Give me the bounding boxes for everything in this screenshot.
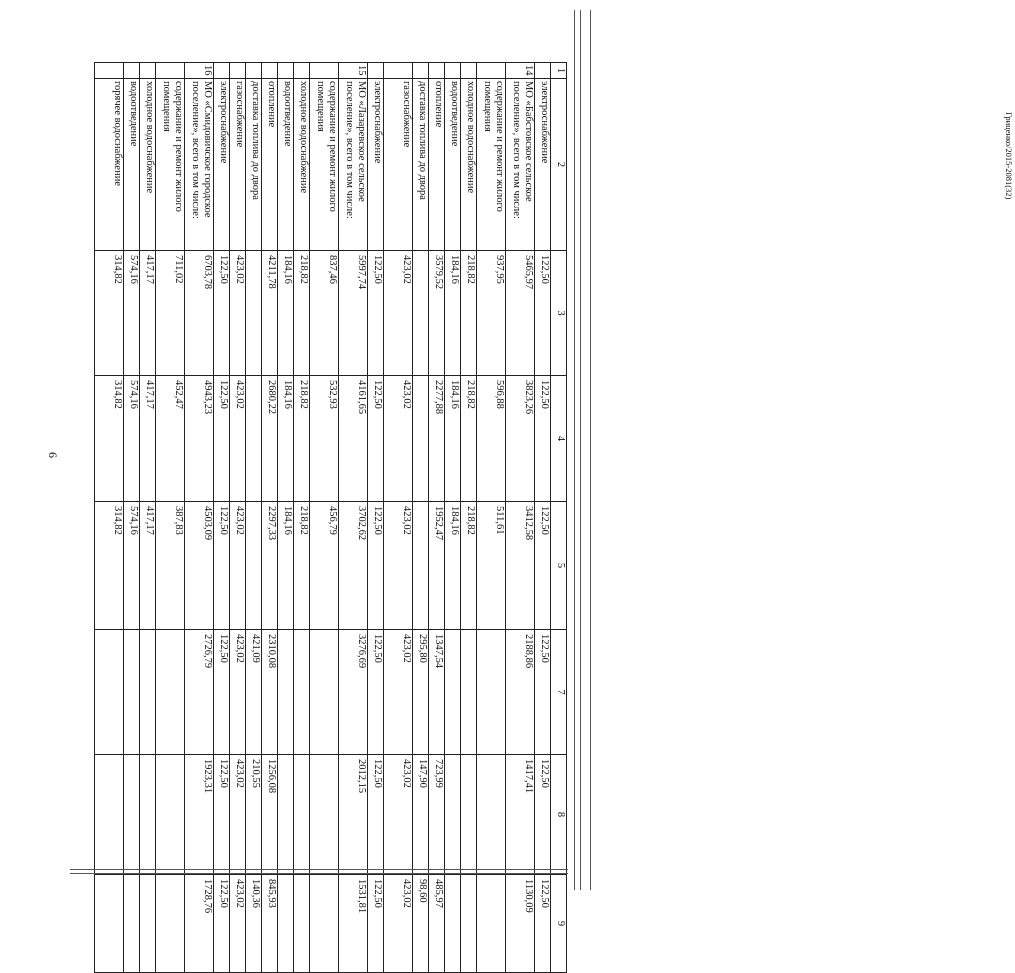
- cell-c9: [156, 875, 185, 973]
- cell-c7: 2726,79: [185, 630, 214, 755]
- cell-c4: [413, 376, 429, 502]
- table-row: [445, 63, 461, 973]
- cell-c3: [246, 251, 262, 376]
- cell-name: содержание и ремонт жилого помещения: [310, 79, 339, 251]
- cell-c5: 417,17: [140, 502, 156, 630]
- cell-c3: 122,50: [368, 251, 384, 376]
- cell-name: газоснабжение: [384, 79, 413, 251]
- cell-c4: 4161,65: [339, 376, 368, 502]
- right-rule-3: [590, 10, 591, 890]
- cell-c5: 456,79: [310, 502, 339, 630]
- cell-num: [461, 63, 477, 79]
- cell-num: [140, 63, 156, 79]
- cell-num: [384, 63, 413, 79]
- cell-num: 16: [185, 63, 214, 79]
- cell-num: 15: [339, 63, 368, 79]
- cell-c4: 314,82: [95, 376, 124, 502]
- cell-c8: [156, 755, 185, 875]
- cell-num: [124, 63, 140, 79]
- cell-c3: 3579,52: [429, 251, 445, 376]
- cell-c5: 3412,58: [506, 502, 535, 630]
- table-row: [262, 63, 278, 973]
- cell-num: [95, 63, 124, 79]
- cell-c4: 417,17: [140, 376, 156, 502]
- cell-c7: 122,50: [214, 630, 230, 755]
- cell-c5: 3702,62: [339, 502, 368, 630]
- cell-num: [230, 63, 246, 79]
- cell-name: МО «Лазаревское сельское поселение», всего в том числе:: [339, 79, 368, 251]
- cell-name: газоснабжение: [230, 79, 246, 251]
- cell-num: 14: [506, 63, 535, 79]
- cell-name: содержание и ремонт жилого помещения: [477, 79, 506, 251]
- cell-num: [413, 63, 429, 79]
- cell-c9: [124, 875, 140, 973]
- cell-c7: [310, 630, 339, 755]
- cell-c7: 122,50: [535, 630, 551, 755]
- cell-c5: 218,82: [294, 502, 310, 630]
- cell-c3: 423,02: [384, 251, 413, 376]
- header-cell-c3: 3: [551, 251, 567, 376]
- cell-c5: 387,83: [156, 502, 185, 630]
- cell-name: отопление: [429, 79, 445, 251]
- cell-c9: [310, 875, 339, 973]
- cell-c8: 2012,15: [339, 755, 368, 875]
- cell-c3: 6703,78: [185, 251, 214, 376]
- cell-c4: 184,16: [278, 376, 294, 502]
- cell-name: электроснабжение: [214, 79, 230, 251]
- cell-c9: 1531,81: [339, 875, 368, 973]
- table-row: [535, 63, 551, 973]
- cell-c9: 423,02: [384, 875, 413, 973]
- cell-c9: [294, 875, 310, 973]
- header-row: [551, 63, 567, 973]
- cell-c4: 452,47: [156, 376, 185, 502]
- cell-c5: 122,50: [368, 502, 384, 630]
- cell-c4: 122,50: [368, 376, 384, 502]
- cell-c8: 122,50: [214, 755, 230, 875]
- table-row: [278, 63, 294, 973]
- cell-name: холодное водоснабжение: [461, 79, 477, 251]
- cell-c4: 184,16: [445, 376, 461, 502]
- cell-c4: 423,02: [230, 376, 246, 502]
- cell-c4: 4943,23: [185, 376, 214, 502]
- cell-c8: [95, 755, 124, 875]
- cell-c3: 423,02: [230, 251, 246, 376]
- tariff-table: [94, 62, 567, 973]
- cell-name: электроснабжение: [535, 79, 551, 251]
- cell-c4: [246, 376, 262, 502]
- page-number: 6: [46, 452, 60, 458]
- cell-c9: [95, 875, 124, 973]
- cell-c8: 1417,41: [506, 755, 535, 875]
- cell-num: [429, 63, 445, 79]
- cell-c3: 574,16: [124, 251, 140, 376]
- cell-c8: [294, 755, 310, 875]
- cell-c7: [156, 630, 185, 755]
- cell-c8: [140, 755, 156, 875]
- cell-c4: 2277,88: [429, 376, 445, 502]
- header-cell-c8: 8: [551, 755, 567, 875]
- cell-name: водоотведение: [278, 79, 294, 251]
- right-rule-2: [580, 10, 581, 890]
- cell-num: [156, 63, 185, 79]
- cell-num: [262, 63, 278, 79]
- cell-c3: 417,17: [140, 251, 156, 376]
- cell-name: горячее водоснабжение: [95, 79, 124, 251]
- cell-c9: [477, 875, 506, 973]
- cell-c8: 423,02: [384, 755, 413, 875]
- cell-c8: 210,55: [246, 755, 262, 875]
- cell-c8: [124, 755, 140, 875]
- cell-c4: 218,82: [461, 376, 477, 502]
- document-id: Гриценко/2015-2081(32): [1004, 112, 1014, 200]
- cell-c8: 122,50: [368, 755, 384, 875]
- cell-c7: 295,80: [413, 630, 429, 755]
- cell-c9: 423,02: [230, 875, 246, 973]
- cell-c9: 1728,76: [185, 875, 214, 973]
- cell-c4: 122,50: [214, 376, 230, 502]
- cell-c8: 1256,08: [262, 755, 278, 875]
- header-cell-num: 1: [551, 63, 567, 79]
- table-row: [461, 63, 477, 973]
- cell-c5: 1952,47: [429, 502, 445, 630]
- table-row: [384, 63, 413, 973]
- cell-c5: 122,50: [535, 502, 551, 630]
- cell-c3: 711,02: [156, 251, 185, 376]
- cell-c8: [477, 755, 506, 875]
- table-row: [294, 63, 310, 973]
- table-row: [95, 63, 124, 973]
- cell-c4: 423,02: [384, 376, 413, 502]
- cell-c4: 574,16: [124, 376, 140, 502]
- table-row: [477, 63, 506, 973]
- cell-c5: 423,02: [230, 502, 246, 630]
- cell-c5: 2297,33: [262, 502, 278, 630]
- cell-c7: [461, 630, 477, 755]
- cell-c7: 2188,86: [506, 630, 535, 755]
- cell-c5: 423,02: [384, 502, 413, 630]
- table-row: [246, 63, 262, 973]
- cell-c3: 314,82: [95, 251, 124, 376]
- cell-name: холодное водоснабжение: [294, 79, 310, 251]
- cell-c8: [278, 755, 294, 875]
- cell-c3: 184,16: [445, 251, 461, 376]
- table-row: [506, 63, 535, 973]
- cell-c7: 3276,69: [339, 630, 368, 755]
- table-row: [140, 63, 156, 973]
- cell-c7: [140, 630, 156, 755]
- cell-c9: 1130,09: [506, 875, 535, 973]
- cell-c9: 122,50: [214, 875, 230, 973]
- cell-c5: [246, 502, 262, 630]
- cell-c8: 122,50: [535, 755, 551, 875]
- table-row: [230, 63, 246, 973]
- cell-c5: 184,16: [445, 502, 461, 630]
- cell-c4: 122,50: [535, 376, 551, 502]
- cell-c9: 140,36: [246, 875, 262, 973]
- cell-c9: 122,50: [535, 875, 551, 973]
- table-row: [156, 63, 185, 973]
- cell-c7: 1347,54: [429, 630, 445, 755]
- table-row: [368, 63, 384, 973]
- cell-c7: 423,02: [230, 630, 246, 755]
- cell-c3: 837,46: [310, 251, 339, 376]
- cell-c3: 5465,97: [506, 251, 535, 376]
- table-row: [214, 63, 230, 973]
- cell-c9: [445, 875, 461, 973]
- cell-num: [477, 63, 506, 79]
- bottom-rule-2: [70, 873, 568, 874]
- cell-name: электроснабжение: [368, 79, 384, 251]
- cell-c7: [95, 630, 124, 755]
- cell-c5: 218,82: [461, 502, 477, 630]
- cell-name: водоотведение: [124, 79, 140, 251]
- cell-c4: 2680,22: [262, 376, 278, 502]
- cell-num: [214, 63, 230, 79]
- header-cell-c7: 7: [551, 630, 567, 755]
- cell-c5: 574,16: [124, 502, 140, 630]
- cell-c8: [445, 755, 461, 875]
- cell-c8: [310, 755, 339, 875]
- cell-c7: [278, 630, 294, 755]
- cell-name: отопление: [262, 79, 278, 251]
- cell-name: доставка топлива до двора: [246, 79, 262, 251]
- cell-name: холодное водоснабжение: [140, 79, 156, 251]
- cell-c5: 314,82: [95, 502, 124, 630]
- cell-c9: 485,97: [429, 875, 445, 973]
- rotated-table-area: [107, 62, 567, 927]
- cell-num: [310, 63, 339, 79]
- cell-c4: 3823,26: [506, 376, 535, 502]
- cell-c7: [124, 630, 140, 755]
- cell-c3: 122,50: [214, 251, 230, 376]
- cell-c9: [461, 875, 477, 973]
- cell-name: содержание и ремонт жилого помещения: [156, 79, 185, 251]
- cell-c7: [294, 630, 310, 755]
- bottom-rule-1: [70, 869, 568, 870]
- cell-c9: [140, 875, 156, 973]
- cell-c3: 184,16: [278, 251, 294, 376]
- cell-name: доставка топлива до двора: [413, 79, 429, 251]
- cell-c9: 122,50: [368, 875, 384, 973]
- cell-num: [368, 63, 384, 79]
- cell-c8: 423,02: [230, 755, 246, 875]
- cell-c5: [413, 502, 429, 630]
- cell-c4: 218,82: [294, 376, 310, 502]
- header-cell-c4: 4: [551, 376, 567, 502]
- cell-c5: 511,61: [477, 502, 506, 630]
- cell-c9: 98,60: [413, 875, 429, 973]
- cell-c5: 122,50: [214, 502, 230, 630]
- table-row: [339, 63, 368, 973]
- cell-name: МО «Смидовичское городское поселение», всего в том числе:: [185, 79, 214, 251]
- cell-c9: 845,93: [262, 875, 278, 973]
- cell-c8: 723,99: [429, 755, 445, 875]
- header-cell-c5: 5: [551, 502, 567, 630]
- table-row: [185, 63, 214, 973]
- cell-name: водоотведение: [445, 79, 461, 251]
- cell-c7: 122,50: [368, 630, 384, 755]
- header-cell-name: 2: [551, 79, 567, 251]
- cell-c3: 4211,78: [262, 251, 278, 376]
- cell-c7: [477, 630, 506, 755]
- right-rule-1: [574, 10, 575, 890]
- cell-c3: 5997,74: [339, 251, 368, 376]
- table-row: [310, 63, 339, 973]
- cell-c3: 218,82: [461, 251, 477, 376]
- cell-name: МО «Бабстовское сельское поселение», всего в том числе:: [506, 79, 535, 251]
- cell-c9: [278, 875, 294, 973]
- cell-c7: 423,02: [384, 630, 413, 755]
- cell-c3: 218,82: [294, 251, 310, 376]
- cell-c4: 532,93: [310, 376, 339, 502]
- cell-num: [294, 63, 310, 79]
- cell-c3: 937,95: [477, 251, 506, 376]
- cell-num: [246, 63, 262, 79]
- cell-c7: 421,09: [246, 630, 262, 755]
- cell-c7: [445, 630, 461, 755]
- cell-num: [278, 63, 294, 79]
- cell-num: [445, 63, 461, 79]
- cell-c5: 184,16: [278, 502, 294, 630]
- cell-num: [535, 63, 551, 79]
- table-row: [429, 63, 445, 973]
- cell-c8: 1923,31: [185, 755, 214, 875]
- cell-c7: 2310,08: [262, 630, 278, 755]
- cell-c3: [413, 251, 429, 376]
- cell-c4: 596,88: [477, 376, 506, 502]
- cell-c8: 147,90: [413, 755, 429, 875]
- table-row: [413, 63, 429, 973]
- cell-c8: [461, 755, 477, 875]
- cell-c5: 4503,09: [185, 502, 214, 630]
- table-row: [124, 63, 140, 973]
- cell-c3: 122,50: [535, 251, 551, 376]
- header-cell-c9: 9: [551, 875, 567, 973]
